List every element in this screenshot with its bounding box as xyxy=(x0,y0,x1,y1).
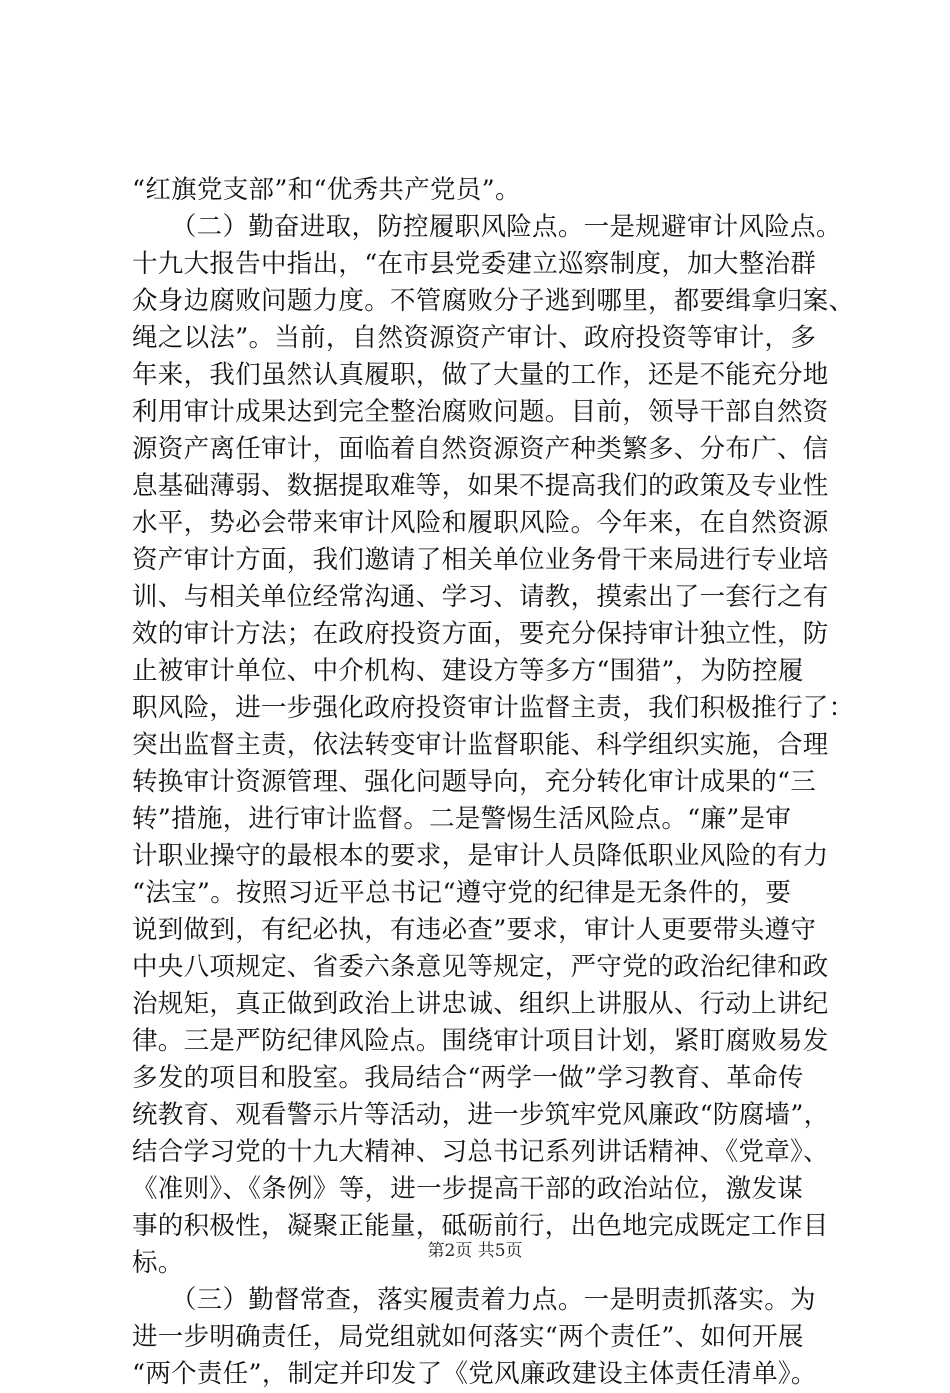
text-line: （三）勤督常查，落实履责着力点。一是明责抓落实。为 xyxy=(132,1285,816,1315)
text-line: 律。三是严防纪律风险点。围绕审计项目计划，紧盯腐败易发 xyxy=(132,1026,829,1056)
text-line: 中央八项规定、省委六条意见等规定，严守党的政治纪律和政 xyxy=(132,952,829,982)
text-line: 结合学习党的十九大精神、习总书记系列讲话精神、《党章》、 xyxy=(132,1137,829,1167)
text-line: 转换审计资源管理、强化问题导向，充分转化审计成果的“三 xyxy=(132,767,817,797)
text-line: “红旗党支部”和“优秀共产党员”。 xyxy=(132,175,521,205)
text-line: 治规矩，真正做到政治上讲忠诚、组织上讲服从、行动上讲纪 xyxy=(132,989,829,1019)
text-line: 进一步明确责任，局党组就如何落实“两个责任”、如何开展 xyxy=(132,1322,804,1352)
text-line: 多发的项目和股室。我局结合“两学一做”学习教育、革命传 xyxy=(132,1063,804,1093)
text-line: 计职业操守的最根本的要求，是审计人员降低职业风险的有力 xyxy=(132,841,829,871)
text-line: 《准则》、《条例》等，进一步提高干部的政治站位，激发谋 xyxy=(132,1174,804,1204)
text-line: 水平，势必会带来审计风险和履职风险。今年来，在自然资源 xyxy=(132,508,829,538)
text-line: 说到做到，有纪必执，有违必查”要求，审计人更要带头遵守 xyxy=(132,915,817,945)
text-line: 十九大报告中指出，“在市县党委建立巡察制度，加大整治群 xyxy=(132,249,817,279)
page-footer xyxy=(0,1239,950,1263)
text-line: “两个责任”，制定并印发了《党风廉政建设主体责任清单》。 xyxy=(132,1359,817,1389)
text-line: 利用审计成果达到完全整治腐败问题。目前，领导干部自然资 xyxy=(132,397,829,427)
text-line: 突出监督主责，依法转变审计监督职能、科学组织实施，合理 xyxy=(132,730,829,760)
text-line: “法宝”。按照习近平总书记“遵守党的纪律是无条件的，要 xyxy=(132,878,792,908)
text-line: 标。 xyxy=(132,1248,184,1278)
text-line: 职风险，进一步强化政府投资审计监督主责，我们积极推行了： xyxy=(132,693,855,723)
text-line: 统教育、观看警示片等活动，进一步筑牢党风廉政“防腐墙”， xyxy=(132,1100,830,1130)
text-line: 事的积极性，凝聚正能量，砥砺前行，出色地完成既定工作目 xyxy=(132,1211,829,1241)
text-line: 众身边腐败问题力度。不管腐败分子逃到哪里，都要缉拿归案、 xyxy=(132,286,855,316)
text-line: 年来，我们虽然认真履职，做了大量的工作，还是不能充分地 xyxy=(132,360,829,390)
text-line: 止被审计单位、中介机构、建设方等多方“围猎”，为防控履 xyxy=(132,656,804,686)
text-line: 源资产离任审计，面临着自然资源资产种类繁多、分布广、信 xyxy=(132,434,829,464)
text-line: 息基础薄弱、数据提取难等，如果不提高我们的政策及专业性 xyxy=(132,471,829,501)
body-text xyxy=(132,172,855,1393)
text-line: （二）勤奋进取，防控履职风险点。一是规避审计风险点。 xyxy=(132,212,842,242)
text-line: 转”措施，进行审计监督。二是警惕生活风险点。“廉”是审 xyxy=(132,804,792,834)
text-line: 绳之以法”。当前，自然资源资产审计、政府投资等审计，多 xyxy=(132,323,817,353)
text-line: 效的审计方法；在政府投资方面，要充分保持审计独立性，防 xyxy=(132,619,829,649)
text-line: 资产审计方面，我们邀请了相关单位业务骨干来局进行专业培 xyxy=(132,545,829,575)
text-line: 训、与相关单位经常沟通、学习、请教，摸索出了一套行之有 xyxy=(132,582,829,612)
page-number-label: 第2页 共5页 xyxy=(427,1241,523,1261)
